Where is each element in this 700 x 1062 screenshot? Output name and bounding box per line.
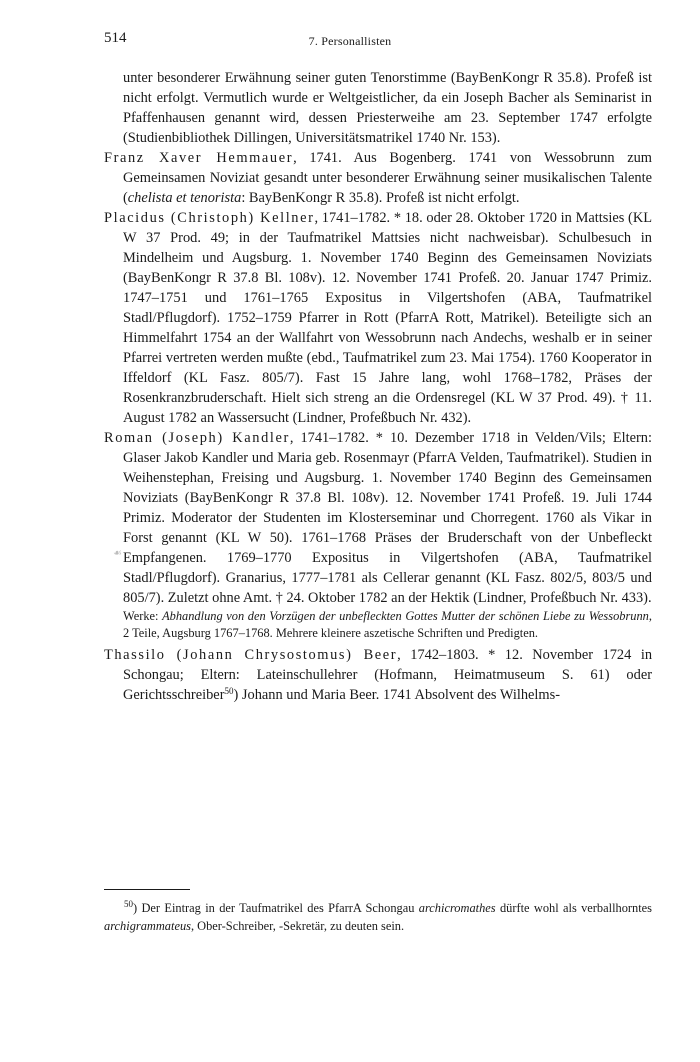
entry-text: : BayBenKongr R 35.8). Profeß ist nicht erfolgt.: [241, 190, 520, 206]
footnote-text: dürfte wohl als verballhorntes: [495, 901, 652, 915]
entry-kandler: [104, 428, 652, 608]
entry-text: , 1741–1782. * 18. oder 28. Oktober 1720 in Mattsies (KL W 37 Prod. 49; in der Taufmatrikel Mattsies nicht nachweisbar). Schulbesuch in Mindelheim und Augsburg. 1. November 1740 Beginn des Gemeinsamen Noviziats (BayBenKongr R 37.8 Bl. 108v). 12. November 1741 Profeß. 20. Januar 1747 Primiz. 1747–1751 und 1761–1765 Expositus in Vilgertshofen (ABA, Taufmatrikel Stadl/Pflugdorf). 1752–1759 Pfarrer in Rott (PfarrA Rott, Matrikel). Beteiligte sich an Himmelfahrt 1754 an der Wallfahrt von Wessobrunn nach Andechs, weshalb er in seiner Pfarrei vertreten werden mußte (ebd., Taufmatrikel zum 23. Mai 1754). 1760 Kooperator in Iffeldorf (KL Fasz. 805/7). Fast 15 Jahre lang, wohl 1768–1782, Präses der Rosenkranzbruderschaft. Hielt sich streng an die Ordensregel (KL W 37 Prod. 49). † 11. August 1782 an Wassersucht (Lindner, Profeßbuch Nr. 432).: [123, 210, 653, 426]
entry-text: , 1742–1803. * 12. November 1724 in Schongau; Eltern: Lateinschullehrer (Hofmann, Heimatmuseum S. 61) oder Gerichtsschreiber: [123, 647, 653, 703]
footnote-text: , Ober-Schreiber, -Sekretär, zu deuten sein.: [190, 919, 405, 933]
margin-mark-icon: ☙: [113, 548, 122, 559]
entry-name: Franz Xaver Hemmauer: [104, 150, 294, 166]
entry-name: Placidus (Christoph) Kellner: [104, 210, 315, 226]
entry-text: , 1741–1782. * 10. Dezember 1718 in Velden/Vils; Eltern: Glaser Jakob Kandler und Maria geb. Rosenmayr (PfarrA Velden, Taufmatrikel). Studien in Weihenstephan, Freising und Augsburg. 1. November 1740 Beginn des Gemeinsamen Noviziats (BayBenKongr R 37.8 Bl. 108v). 12. November 1741 Profeß. 19. Juli 1744 Primiz. Moderator der Studenten im Klosterseminar und Chorregent. 1760 als Vikar in Forst genannt (KL W 50). 1761–1768 Präses der Bruderschaft von der Unbefleckt Empfangenen. 1769–1770 Expositus in Vilgertshofen (ABA, Taufmatrikel Stadl/Pflugdorf). Granarius, 1777–1781 als Cellerar genannt (KL Fasz. 802/5, 803/5 und 805/7). Zuletzt ohne Amt. † 24. Oktober 1782 an der Hektik (Lindner, Profeßbuch Nr. 433).: [123, 430, 652, 606]
running-head: 7. Personallisten: [308, 34, 392, 48]
entry-text: , 1741. Aus Bogenberg. 1741 von Wessobrunn zum Gemeinsamen Noviziat gesandt unter besonderer Erwähnung seiner musikalischen Talente (: [123, 150, 653, 206]
body-text: [104, 68, 652, 705]
footnote-marker: 50: [124, 899, 133, 909]
footnote-reference: 50: [224, 686, 234, 696]
footnote-divider: [104, 889, 190, 890]
entry-beer: [104, 645, 652, 705]
works-label: Werke:: [123, 609, 163, 623]
entry-name: Thassilo (Johann Chrysostomus) Beer: [104, 647, 398, 663]
page-number: 514: [104, 30, 127, 46]
entry-kandler-works: [104, 608, 652, 642]
entry-text: Johann und Maria Beer. 1741 Absolvent des Wilhelms-: [238, 687, 560, 703]
footnote-italic: archigrammateus: [104, 919, 191, 933]
entry-kellner: [104, 208, 652, 428]
footnote-italic: archicromathes: [418, 901, 496, 915]
entry-hemmauer: [104, 148, 652, 208]
footnote-reference-close: ): [233, 687, 239, 703]
footnote: [104, 899, 652, 935]
entry-previous-continued: unter besonderer Erwähnung seiner guten Tenorstimme (BayBenKongr R 35.8). Profeß ist nicht erfolgt. Vermutlich wurde er Weltgeistlicher, da ein Joseph Bacher als Seminarist in Pfaffenhausen genannt wird, dessen Priesterweihe am 23. September 1747 erfolgte (Studienbibliothek Dillingen, Universitätsmatrikel 1740 Nr. 153).: [123, 70, 652, 146]
footnote-marker-close: ): [133, 901, 138, 915]
entry-name: Roman (Joseph) Kandler: [104, 430, 290, 446]
footnote-text: Der Eintrag in der Taufmatrikel des PfarrA Schongau: [137, 901, 419, 915]
entry-italic: chelista et tenorista: [127, 190, 242, 206]
works-title: Abhandlung von den Vorzügen der unbefleckten Gottes Mutter der schönen Liebe zu Wessobrunn: [162, 609, 649, 623]
works-text: , 2 Teile, Augsburg 1767–1768. Mehrere kleinere aszetische Schriften und Predigten.: [123, 609, 652, 640]
